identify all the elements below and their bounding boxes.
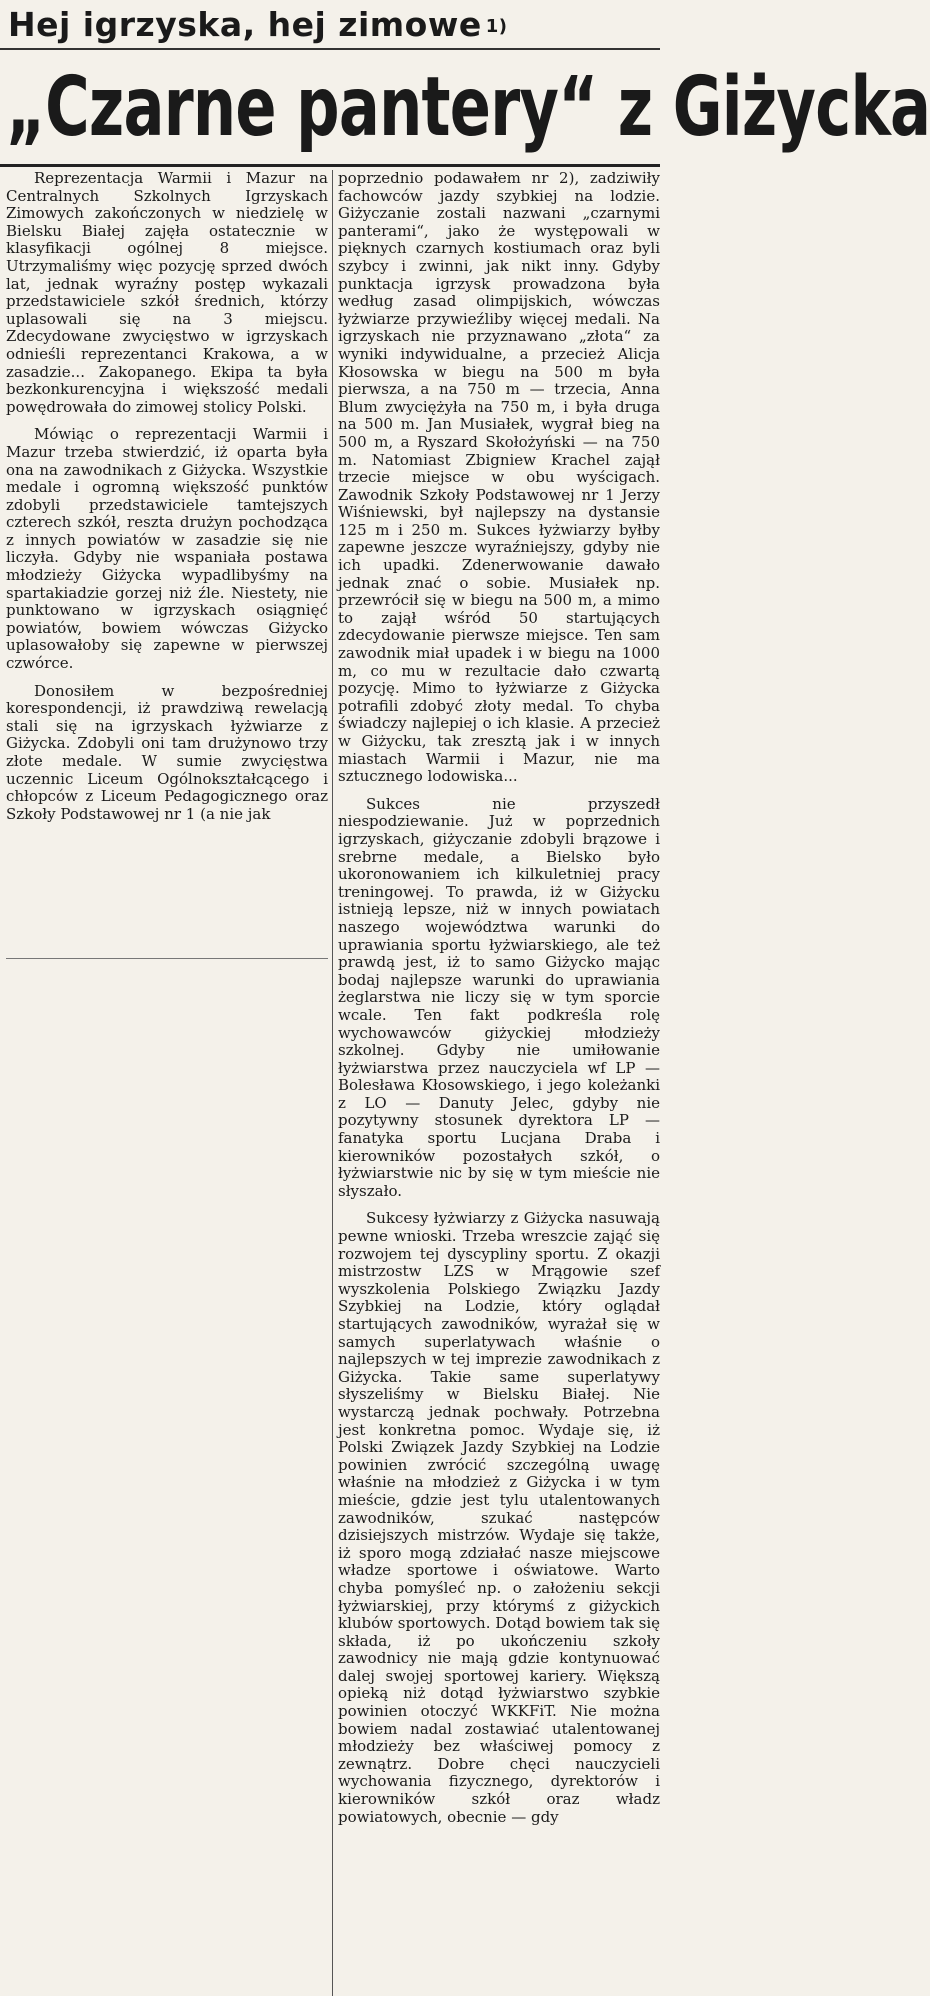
kicker-line [8,2,658,48]
paragraph: Sukcesy łyżwiarzy z Giżycka nasuwają pewne wnioski. Trzeba wreszcie zająć się rozwojem tej dyscypliny sportu. Z okazji mistrzostw LZS w Mrągowie szef wyszkolenia Polskiego Związku Jazdy Szybkiej na Lodzie, który oglądał startujących zawodników, wyrażał się w samych superlatywach właśnie o najlepszych w tej imprezie zawodnikach z Giżycka. Takie same superlatywy słyszeliśmy w Bielsku Białej. Nie wystarczą jednak pochwały. Potrzebna jest konkretna pomoc. Wydaje się, iż Polski Związek Jazdy Szybkiej na Lodzie powinien zwrócić szczególną uwagę właśnie na młodzież z Giżycka i w tym mieście, gdzie jest tylu utalentowanych zawodników, szukać następców dzisiejszych mistrzów. Wydaje się także, iż sporo mogą zdziałać nasze miejscowe władze sportowe i oświatowe. Warto chyba pomyśleć np. o założeniu sekcji łyżwiarskiej, przy którymś z giżyckich klubów sportowych. Dotąd bowiem tak się składa, iż po ukończeniu szkoły zawodnicy nie mają gdzie kontynuować dalej swojej sportowej kariery. Większą opieką niż dotąd łyżwiarstwo szybkie powinien otoczyć WKKFiT. Nie można bowiem nadal zostawiać utalentowanej młodzieży bez właściwej pomocy z zewnątrz. Dobre chęci nauczycieli wychowania fizycznego, dyrektorów i kierowników szkół oraz władz powiatowych, obecnie — gdy [338,1209,660,1826]
paragraph: Donosiłem w bezpośredniej korespondencji, iż prawdziwą rewelacją stali się na igrzyskach łyżwiarze z Giżycka. Zdobyli oni tam drużynowo trzy złote medale. W sumie zwycięstwa uczennic Liceum Ogólnokształcącego i chłopców z Liceum Pedagogicznego oraz Szkoły Podstawowej nr 1 (a nie jak [6,681,328,823]
kicker-text: Hej igrzyska, hej zimowe [8,5,482,44]
paragraph: Reprezentacja Warmii i Mazur na Centralnych Szkolnych Igrzyskach Zimowych zakończonych w niedzielę w Bielsku Białej zajęła ostatecznie w klasyfikacji ogólnej 8 miejsce. Utrzymaliśmy więc pozycję sprzed dwóch lat, jednak wyraźny postęp wykazali przedstawiciele szkół średnich, którzy uplasowali się na 3 miejscu. Zdecydowane zwycięstwo w igrzyskach odnieśli reprezentanci Krakowa, a w zasadzie... Zakopanego. Ekipa ta była bezkonkurencyjna i większość medali powędrowała do zimowej stolicy Polski. [6,169,328,416]
top-rule [0,48,660,50]
headline-rule [0,164,660,167]
paragraph: Mówiąc o reprezentacji Warmii i Mazur trzeba stwierdzić, iż oparta była ona na zawodnikach z Giżycka. Wszystkie medale i ogromną większość punktów zdobyli przedstawiciele tamtejszych czterech szkół, reszta drużyn pochodząca z innych powiatów w zasadzie się nie liczyła. Gdyby nie wspaniała postawa młodzieży Giżycka wypadlibyśmy na spartakiadzie gorzej niż źle. Niestety, nie punktowano w igrzyskach osiągnięć powiatów, bowiem wówczas Giżycko uplasowałoby się zapewne w pierwszej czwórce. [6,425,328,673]
column-divider [332,170,333,1996]
column-end-rule [6,958,328,959]
left-column [6,170,328,956]
kicker-footnote-mark: 1) [485,16,508,37]
right-column [338,170,660,1996]
headline: „Czarne pantery“ z Giżycka [6,60,930,155]
paragraph: Sukces nie przyszedł niespodziewanie. Już w poprzednich igrzyskach, giżyczanie zdobyli brązowe i srebrne medale, a Bielsko było ukoronowaniem ich kilkuletniej pracy treningowej. To prawda, iż w Giżycku istnieją lepsze, niż w innych powiatach naszego województwa warunki do uprawiania sportu łyżwiarskiego, ale też prawdą jest, iż to samo Giżycko mając bodaj najlepsze warunki do uprawiania żeglarstwa nie liczy się w tym sporcie wcale. Ten fakt podkreśla rolę wychowawców giżyckiej młodzieży szkolnej. Gdyby nie umiłowanie łyżwiarstwa przez nauczyciela wf LP — Bolesława Kłosowskiego, i jego koleżanki z LO — Danuty Jelec, gdyby nie pozytywny stosunek dyrektora LP — fanatyka sportu Lucjana Draba i kierowników pozostałych szkół, o łyżwiarstwie nic by się w tym mieście nie słyszało. [338,794,660,1200]
paragraph: poprzednio podawałem nr 2), zadziwiły fachowców jazdy szybkiej na lodzie. Giżyczanie zostali nazwani „czarnymi panterami“, jako że występowali w pięknych czarnych kostiumach oraz byli szybcy i zwinni, jak nikt inny. Gdyby punktacja igrzysk prowadzona była według zasad olimpijskich, wówczas łyżwiarze przywieźliby więcej medali. Na igrzyskach nie przyznawano „złota“ za wyniki indywidualne, a przecież Alicja Kłosowska w biegu na 500 m była pierwsza, a na 750 m — trzecia, Anna Blum zwyciężyła na 750 m, i była druga na 500 m. Jan Musiałek, wygrał bieg na 500 m, a Ryszard Skołożyński — na 750 m. Natomiast Zbigniew Krachel zajął trzecie miejsce w obu wyścigach. Zawodnik Szkoły Podstawowej nr 1 Jerzy Wiśniewski, był najlepszy na dystansie 125 m i 250 m. Sukces łyżwiarzy byłby zapewne jeszcze wyraźniejszy, gdyby nie ich upadki. Zdenerwowanie dawało jednak znać o sobie. Musiałek np. przewrócił się w biegu na 500 m, a mimo to zajął wśród 50 startujących zdecydowanie pierwsze miejsce. Ten sam zawodnik miał upadek i w biegu na 1000 m, co mu w rezultacie dało czwartą pozycję. Mimo to łyżwiarze z Giżycka potrafili zdobyć złoty medal. To chyba świadczy najlepiej o ich klasie. A przecież w Giżycku, tak zresztą jak i w innych miastach Warmii i Mazur, nie ma sztucznego lodowiska... [338,169,660,786]
